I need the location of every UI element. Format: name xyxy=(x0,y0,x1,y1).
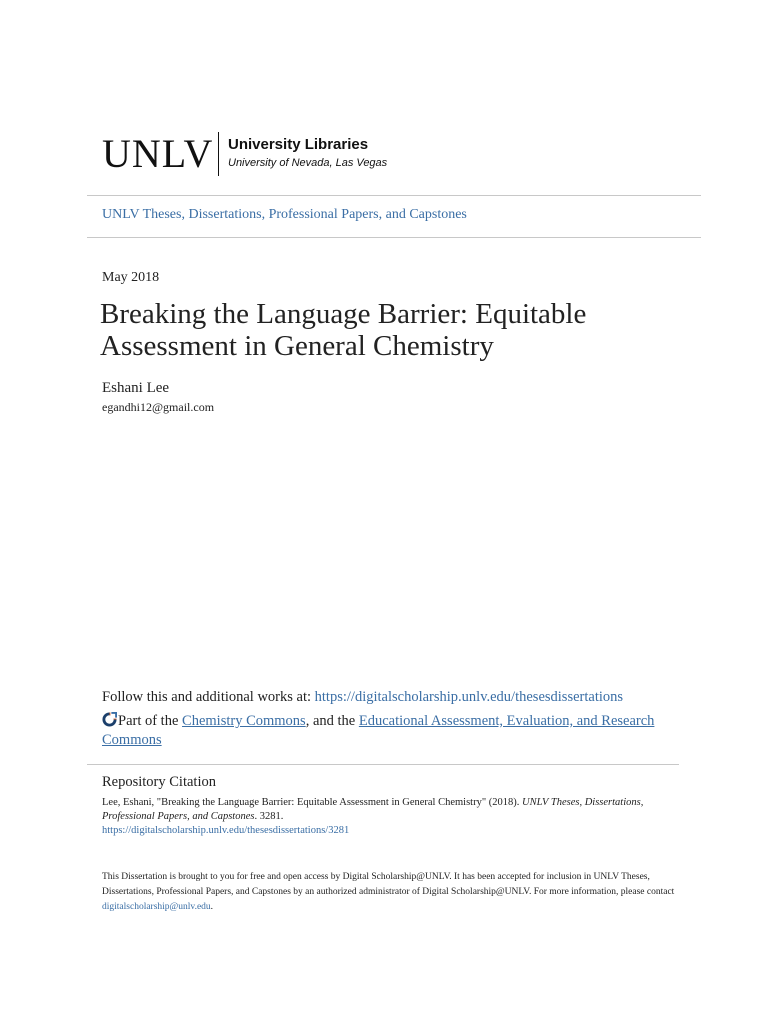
logo-divider xyxy=(218,132,219,176)
citation-series: UNLV Theses, Dissertations, Professional Papers, and Capstones xyxy=(102,797,644,822)
collection-rule xyxy=(87,237,701,238)
follow-url-link[interactable]: https://digitalscholarship.unlv.edu/thesesdissertations xyxy=(314,689,624,705)
follow-label: Follow this and additional works at: xyxy=(102,689,315,705)
collection-link[interactable]: UNLV Theses, Dissertations, Professional Papers, and Capstones xyxy=(102,207,467,222)
part-of-middle: , and the xyxy=(305,713,359,729)
document-title: Breaking the Language Barrier: Equitable Assessment in General Chemistry xyxy=(100,298,587,362)
contact-email-link[interactable]: digitalscholarship@unlv.edu xyxy=(102,902,211,912)
citation-end: . 3281. xyxy=(254,811,284,822)
university-name: University of Nevada, Las Vegas xyxy=(228,157,388,169)
library-name: University Libraries xyxy=(228,136,369,153)
chemistry-commons-link[interactable]: Chemistry Commons xyxy=(182,713,306,729)
citation-url-link[interactable]: https://digitalscholarship.unlv.edu/thesesdissertations/3281 xyxy=(102,825,350,836)
citation-rule xyxy=(87,764,679,765)
unlv-logo-mark: UNLV xyxy=(102,131,214,176)
citation-text xyxy=(102,796,662,838)
access-note-end: . xyxy=(210,902,214,912)
access-note xyxy=(102,870,682,915)
follow-line xyxy=(102,689,623,706)
bepress-commons-icon xyxy=(102,712,117,727)
publication-date: May 2018 xyxy=(102,270,160,285)
part-of-line xyxy=(102,712,662,750)
author-name: Eshani Lee xyxy=(102,380,170,396)
repository-citation-heading: Repository Citation xyxy=(102,774,216,790)
author-email: egandhi12@gmail.com xyxy=(102,400,215,414)
access-note-text: This Dissertation is brought to you for free and open access by Digital Scholarship@UNLV. It has been accepted for inclusion in UNLV Theses, Dissertations, Professional Papers, and Capstones by an authorized administrator of Digital Scholarship@UNLV. For more information, please contact xyxy=(102,872,675,897)
part-of-prefix: Part of the xyxy=(118,713,183,729)
educational-assessment-commons-link[interactable]: Educational Assessment, Evaluation, and Research Commons xyxy=(102,713,655,748)
citation-start: Lee, Eshani, "Breaking the Language Barrier: Equitable Assessment in General Chemistry" (2018). xyxy=(102,797,522,808)
top-rule xyxy=(87,195,701,196)
